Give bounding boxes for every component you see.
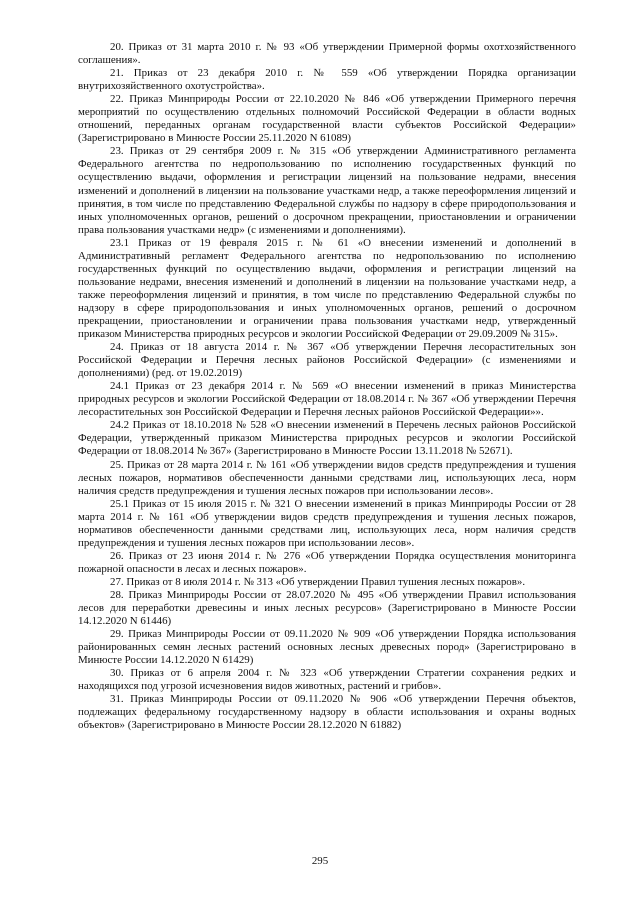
page-number: 295 [311, 855, 329, 867]
list-item-30: 30. Приказ от 6 апреля 2004 г. № 323 «Об утверждении Стратегии сохранения редких и находящихся под угрозой исчезновения видов животных, растений и грибов». [78, 667, 576, 693]
list-item-22: 22. Приказ Минприроды России от 22.10.2020 № 846 «Об утверждении Примерного перечня мероприятий по осуществлению отдельных полномочий Российской Федерации в области водных отношений, переданных органам государственной власти субъектов Российской Федерации» (Зарегистрировано в Минюсте России 25.11.2020 N 61089) [78, 93, 576, 145]
list-item-21: 21. Приказ от 23 декабря 2010 г. № 559 «Об утверждении Порядка организации внутрихозяйственного охотустройства». [78, 67, 576, 93]
list-item-23-1: 23.1 Приказ от 19 февраля 2015 г. № 61 «О внесении изменений и дополнений в Административный регламент Федерального агентства по недропользованию по исполнению государственных функций по осуществлению выдачи, оформления и регистрации лицензий на пользование недрами, внесения изменений и дополнений в лицензии на пользование участками недр, а также переоформления лицензий и принятия, в том числе по представлению Федеральной службы по надзору в сфере природопользования и иных уполномоченных органов, решений о досрочном прекращении, приостановлении и ограничении права пользования участками недр, утвержденный приказом Министерства природных ресурсов и экологии Российской Федерации от 29.09.2009 № 315». [78, 236, 576, 341]
list-item-25-1: 25.1 Приказ от 15 июля 2015 г. № 321 О внесении изменений в приказ Минприроды России от 28 марта 2014 г. № 161 «Об утверждении видов средств предупреждения и тушения лесных пожаров, нормативов обеспеченности данными средствами лиц, использующих леса, норм наличия средств предупреждения и тушения лесных пожаров при использовании лесов». [78, 497, 576, 549]
list-item-25: 25. Приказ от 28 марта 2014 г. № 161 «Об утверждении видов средств предупреждения и тушения лесных пожаров, нормативов обеспеченности данными средствами лиц, использующих леса, норм наличия средств предупреждения и тушения лесных пожаров при использовании лесов». [78, 458, 576, 497]
list-item-23: 23. Приказ от 29 сентября 2009 г. № 315 «Об утверждении Административного регламента Федерального агентства по недропользованию по исполнению государственных функций по осуществлению выдачи, оформления и регистрации лицензий на пользование недрами, внесения изменений и дополнений в лицензии на пользование участками недр, а также переоформления лицензий и принятия, в том числе по представлению Федеральной службы по надзору в сфере природопользования и иных уполномоченных органов, решений о досрочном прекращении, приостановлении и ограничении права пользования участками недр» (с изменениями и дополнениями). [78, 145, 576, 236]
list-item-28: 28. Приказ Минприроды России от 28.07.2020 № 495 «Об утверждении Правил использования лесов для переработки древесины и иных лесных ресурсов» (Зарегистрировано в Минюсте России 14.12.2020 N 61446) [78, 588, 576, 628]
document-body [78, 41, 576, 732]
list-item-24-2: 24.2 Приказ от 18.10.2018 № 528 «О внесении изменений в Перечень лесных районов Российской Федерации, утвержденный приказом Министерства природных ресурсов и экологии Российской Федерации от 18.08.2014 № 367» (Зарегистрировано в Минюсте России 13.11.2018 № 52671). [78, 419, 576, 458]
list-item-29: 29. Приказ Минприроды России от 09.11.2020 № 909 «Об утверждении Порядка использования районированных семян лесных растений основных лесных древесных пород» (Зарегистрировано в Минюсте России 14.12.2020 N 61429) [78, 628, 576, 667]
list-item-31: 31. Приказ Минприроды России от 09.11.2020 № 906 «Об утверждении Перечня объектов, подлежащих федеральному государственному надзору в области использования и охраны водных объектов» (Зарегистрировано в Минюсте России 28.12.2020 N 61882) [78, 693, 576, 732]
list-item-26: 26. Приказ от 23 июня 2014 г. № 276 «Об утверждении Порядка осуществления мониторинга пожарной опасности в лесах и лесных пожаров». [78, 549, 576, 575]
list-item-24-1: 24.1 Приказ от 23 декабря 2014 г. № 569 «О внесении изменений в приказ Министерства природных ресурсов и экологии Российской Федерации от 18.08.2014 г. № 367 «Об утверждении Перечня лесорастительных зон Российской Федерации и Перечня лесных районов Российской Федерации»». [78, 380, 576, 419]
list-item-27: 27. Приказ от 8 июля 2014 г. № 313 «Об утверждении Правил тушения лесных пожаров». [110, 575, 526, 588]
list-item-24: 24. Приказ от 18 августа 2014 г. № 367 «Об утверждении Перечня лесорастительных зон Российской Федерации и Перечня лесных районов Российской Федерации» (с изменениями и дополнениями) (ред. от 19.02.2019) [78, 341, 576, 380]
list-item-20: 20. Приказ от 31 марта 2010 г. № 93 «Об утверждении Примерной формы охотхозяйственного соглашения». [78, 41, 576, 67]
